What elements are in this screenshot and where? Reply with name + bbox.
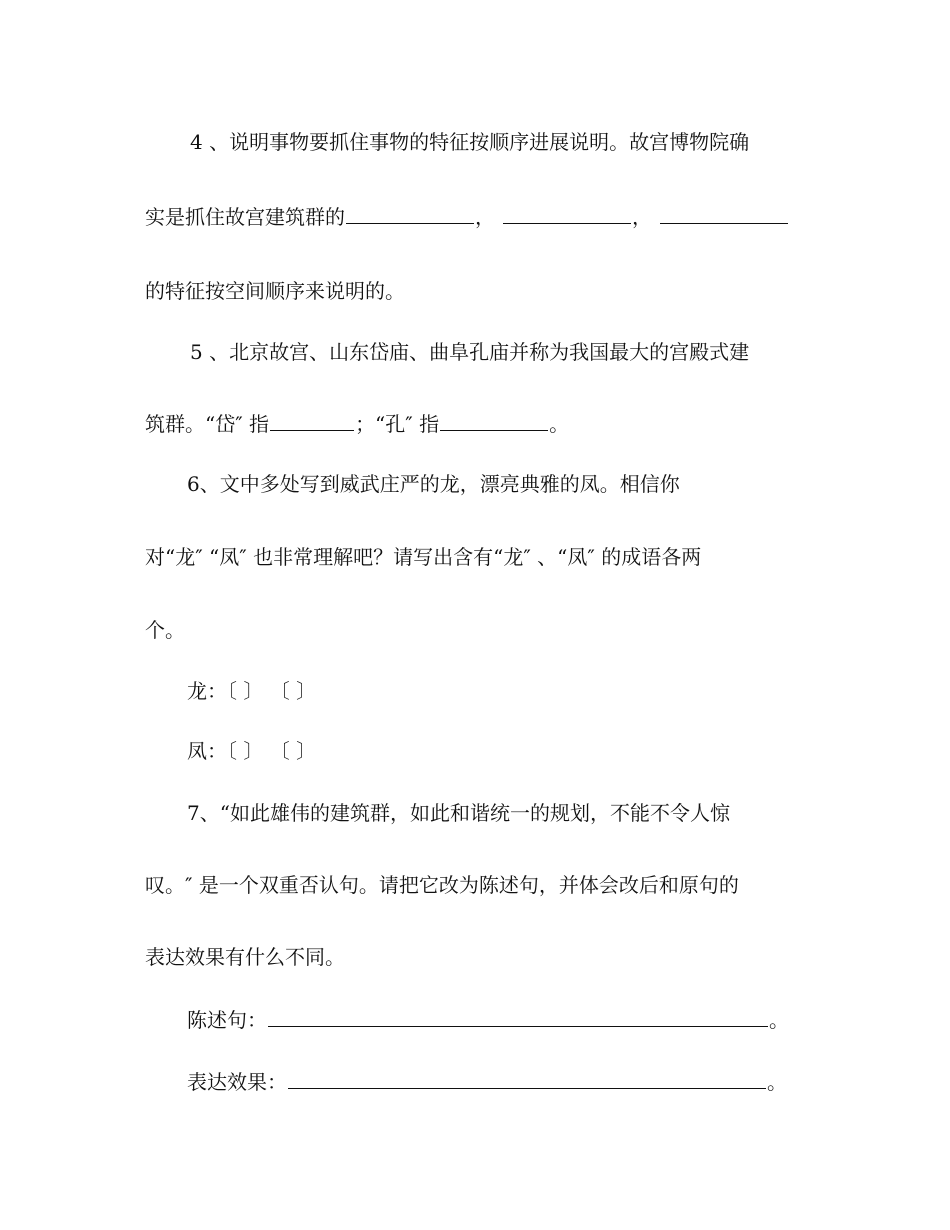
q4-blank-3[interactable]: [660, 203, 788, 224]
q4-blank-2[interactable]: [503, 203, 631, 224]
q7-statement-blank[interactable]: [268, 1006, 768, 1027]
q5-blank-kong[interactable]: [440, 410, 548, 431]
q4-blank-1[interactable]: [346, 203, 474, 224]
q7-effect-end: 。: [767, 1070, 787, 1094]
q5-kong-text: ；“孔″ 指: [355, 412, 440, 436]
q6-line-3: 个。: [145, 618, 185, 642]
q7-statement-label: 陈述句：: [187, 1008, 267, 1032]
q4-separator-1: ，: [475, 205, 495, 229]
q5-line-2: [145, 410, 569, 438]
q7-statement-end: 。: [769, 1008, 789, 1032]
q4-line-3: 的特征按空间顺序来说明的。: [145, 279, 405, 303]
q5-line-2-end: 。: [549, 412, 570, 436]
q5-line-1: 5 、北京故宫、山东岱庙、曲阜孔庙并称为我国最大的宫殿式建: [190, 340, 750, 364]
q6-dragon-answers[interactable]: 龙：〔 〕 〔 〕: [187, 679, 317, 703]
q7-line-1: 7、“如此雄伟的建筑群，如此和谐统一的规划，不能不令人惊: [187, 801, 730, 825]
q7-effect-row: [187, 1068, 787, 1096]
q6-line-2: 对“龙″ “凤″ 也非常理解吧？请写出含有“龙″ 、“凤″ 的成语各两: [145, 545, 702, 569]
q6-phoenix-answers[interactable]: 凤：〔 〕 〔 〕: [187, 739, 317, 763]
q6-line-1: 6、文中多处写到威武庄严的龙，漂亮典雅的凤。相信你: [187, 472, 680, 496]
q7-line-2: 叹。″ 是一个双重否认句。请把它改为陈述句，并体会改后和原句的: [145, 873, 739, 897]
q4-separator-2: ，: [632, 205, 652, 229]
q4-line-1: 4 、说明事物要抓住事物的特征按顺序进展说明。故宫博物院确: [190, 130, 750, 154]
q7-effect-label: 表达效果：: [187, 1070, 287, 1094]
q4-line-2-text: 实是抓住故宫建筑群的: [145, 205, 345, 229]
q5-blank-dai[interactable]: [270, 410, 354, 431]
q7-effect-blank[interactable]: [288, 1068, 766, 1089]
q5-dai-text: 筑群。“岱″ 指: [145, 412, 270, 436]
q7-line-3: 表达效果有什么不同。: [145, 945, 345, 969]
q4-line-2: [145, 203, 789, 231]
q7-statement-row: [187, 1006, 789, 1034]
